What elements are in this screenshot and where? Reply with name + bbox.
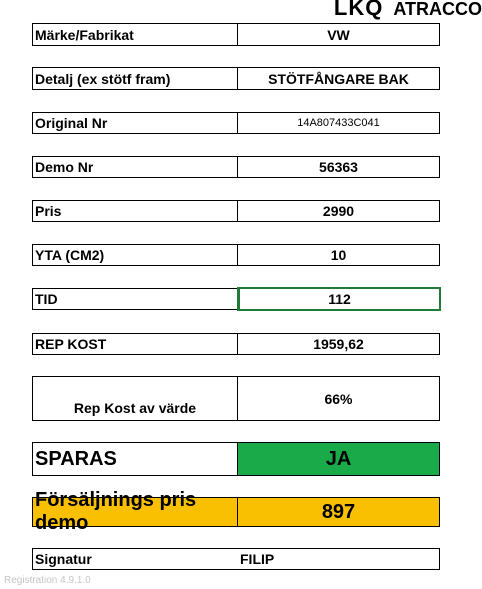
time-label: TID — [32, 288, 238, 310]
row-time — [32, 288, 440, 310]
row-part — [32, 67, 440, 90]
sales-price-label: Försäljnings pris demo — [32, 497, 238, 527]
demo-nr-value[interactable]: 56363 — [238, 156, 440, 178]
original-nr-label: Original Nr — [32, 112, 238, 134]
save-label: SPARAS — [32, 442, 238, 476]
part-value[interactable]: STÖTFÅNGARE BAK — [238, 67, 440, 90]
price-value[interactable]: 2990 — [238, 200, 440, 222]
part-label: Detalj (ex stötf fram) — [32, 67, 238, 90]
price-label: Pris — [32, 200, 238, 222]
signature-value[interactable]: FILIP — [238, 548, 440, 570]
save-value[interactable]: JA — [238, 442, 440, 476]
row-signature — [32, 548, 440, 570]
make-value[interactable]: VW — [238, 23, 440, 46]
company-logo — [334, 0, 482, 18]
row-repair-ratio — [32, 376, 440, 421]
repair-cost-label: REP KOST — [32, 333, 238, 355]
row-make — [32, 23, 440, 46]
logo-name: ATRACCO — [393, 0, 482, 19]
version-footer: Registration 4.9.1.0 — [4, 575, 91, 586]
demo-nr-label: Demo Nr — [32, 156, 238, 178]
row-save — [32, 442, 440, 476]
row-sales-price — [32, 489, 440, 534]
signature-label: Signatur — [32, 548, 238, 570]
area-label: YTA (CM2) — [32, 244, 238, 266]
time-value[interactable]: 112 — [238, 288, 440, 310]
area-value[interactable]: 10 — [238, 244, 440, 266]
logo-brand: LKQ — [333, 0, 384, 20]
row-repair-cost — [32, 333, 440, 355]
row-price — [32, 200, 440, 222]
row-area — [32, 244, 440, 266]
repair-ratio-label: Rep Kost av värde — [32, 376, 238, 421]
repair-cost-value[interactable]: 1959,62 — [238, 333, 440, 355]
row-demo-nr — [32, 156, 440, 178]
row-original-nr — [32, 112, 440, 134]
original-nr-value[interactable]: 14A807433C041 — [238, 112, 440, 134]
repair-ratio-value[interactable]: 66% — [238, 376, 440, 421]
make-label: Märke/Fabrikat — [32, 23, 238, 46]
sales-price-value[interactable]: 897 — [238, 497, 440, 527]
